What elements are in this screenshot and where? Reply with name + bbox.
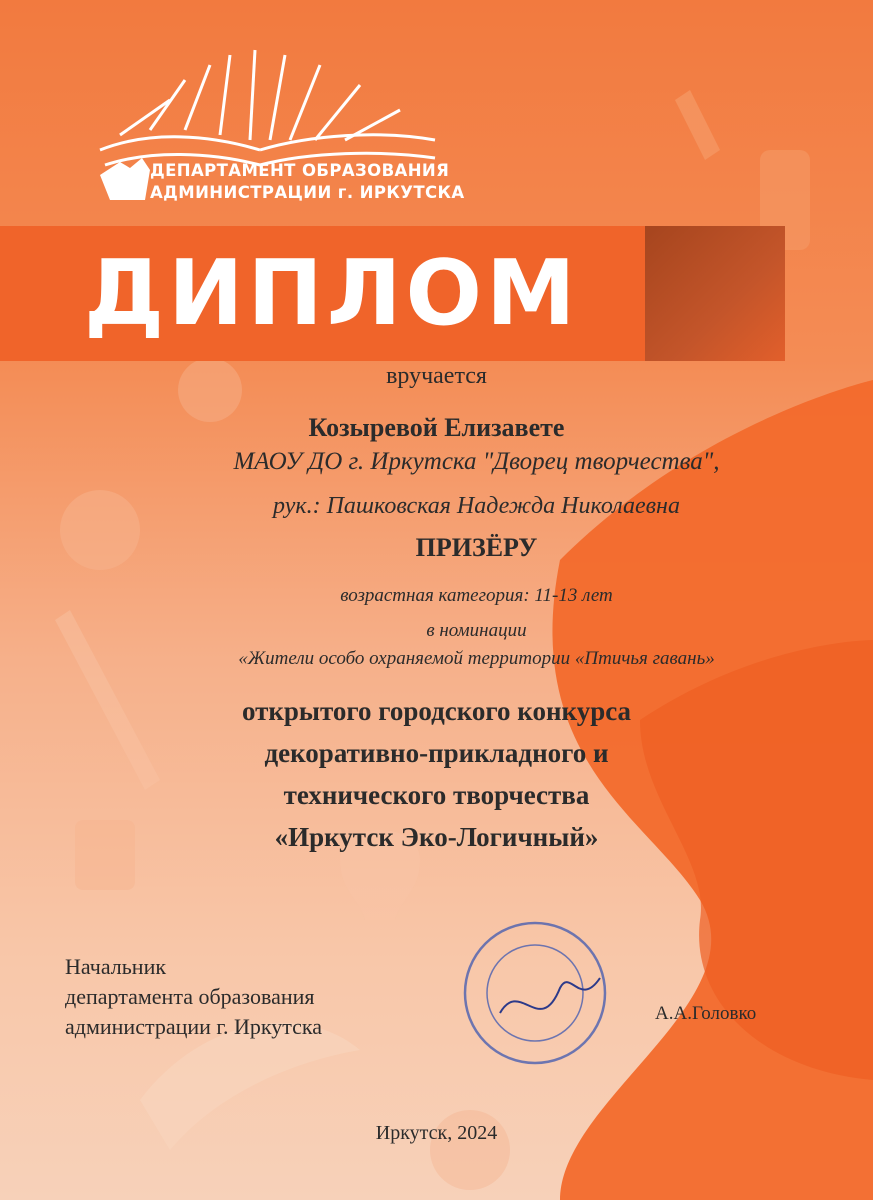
position-line-3: администрации г. Иркутска [65, 1014, 323, 1039]
department-line-2: АДМИНИСТРАЦИИ г. ИРКУТСКА [150, 183, 465, 202]
contest-line-3: технического творчества [283, 780, 590, 810]
contest-line-2: декоративно-прикладного и [264, 738, 609, 768]
organization: МАОУ ДО г. Иркутска "Дворец творчества", [233, 448, 720, 475]
contest-line-1: открытого городского конкурса [241, 696, 632, 726]
place-awarded: ПРИЗЁРУ [415, 533, 538, 562]
contest-line-4: «Иркутск Эко-Логичный» [274, 822, 599, 852]
department-name [150, 160, 465, 204]
nomination-name: «Жители особо охраняемой территории «Птичья гавань» [238, 648, 715, 669]
recipient-name: Козыревой Елизавете [308, 413, 565, 442]
signatory-position [65, 952, 322, 1042]
city-year: Иркутск, 2024 [375, 1122, 498, 1144]
age-category: возрастная категория: 11-13 лет [340, 585, 613, 606]
contest-name [0, 690, 873, 858]
official-stamp [460, 918, 610, 1068]
position-line-2: департамента образования [65, 984, 315, 1009]
department-line-1: ДЕПАРТАМЕНТ ОБРАЗОВАНИЯ [150, 161, 450, 180]
supervisor: рук.: Пашковская Надежда Николаевна [273, 493, 680, 519]
nomination-intro: в номинации [426, 620, 527, 641]
position-line-1: Начальник [65, 954, 167, 979]
awarded-text: вручается [386, 363, 487, 389]
signatory-name: А.А.Головко [655, 1003, 757, 1024]
diploma-title: ДИПЛОМ [84, 241, 580, 346]
banner-fold [645, 226, 785, 361]
